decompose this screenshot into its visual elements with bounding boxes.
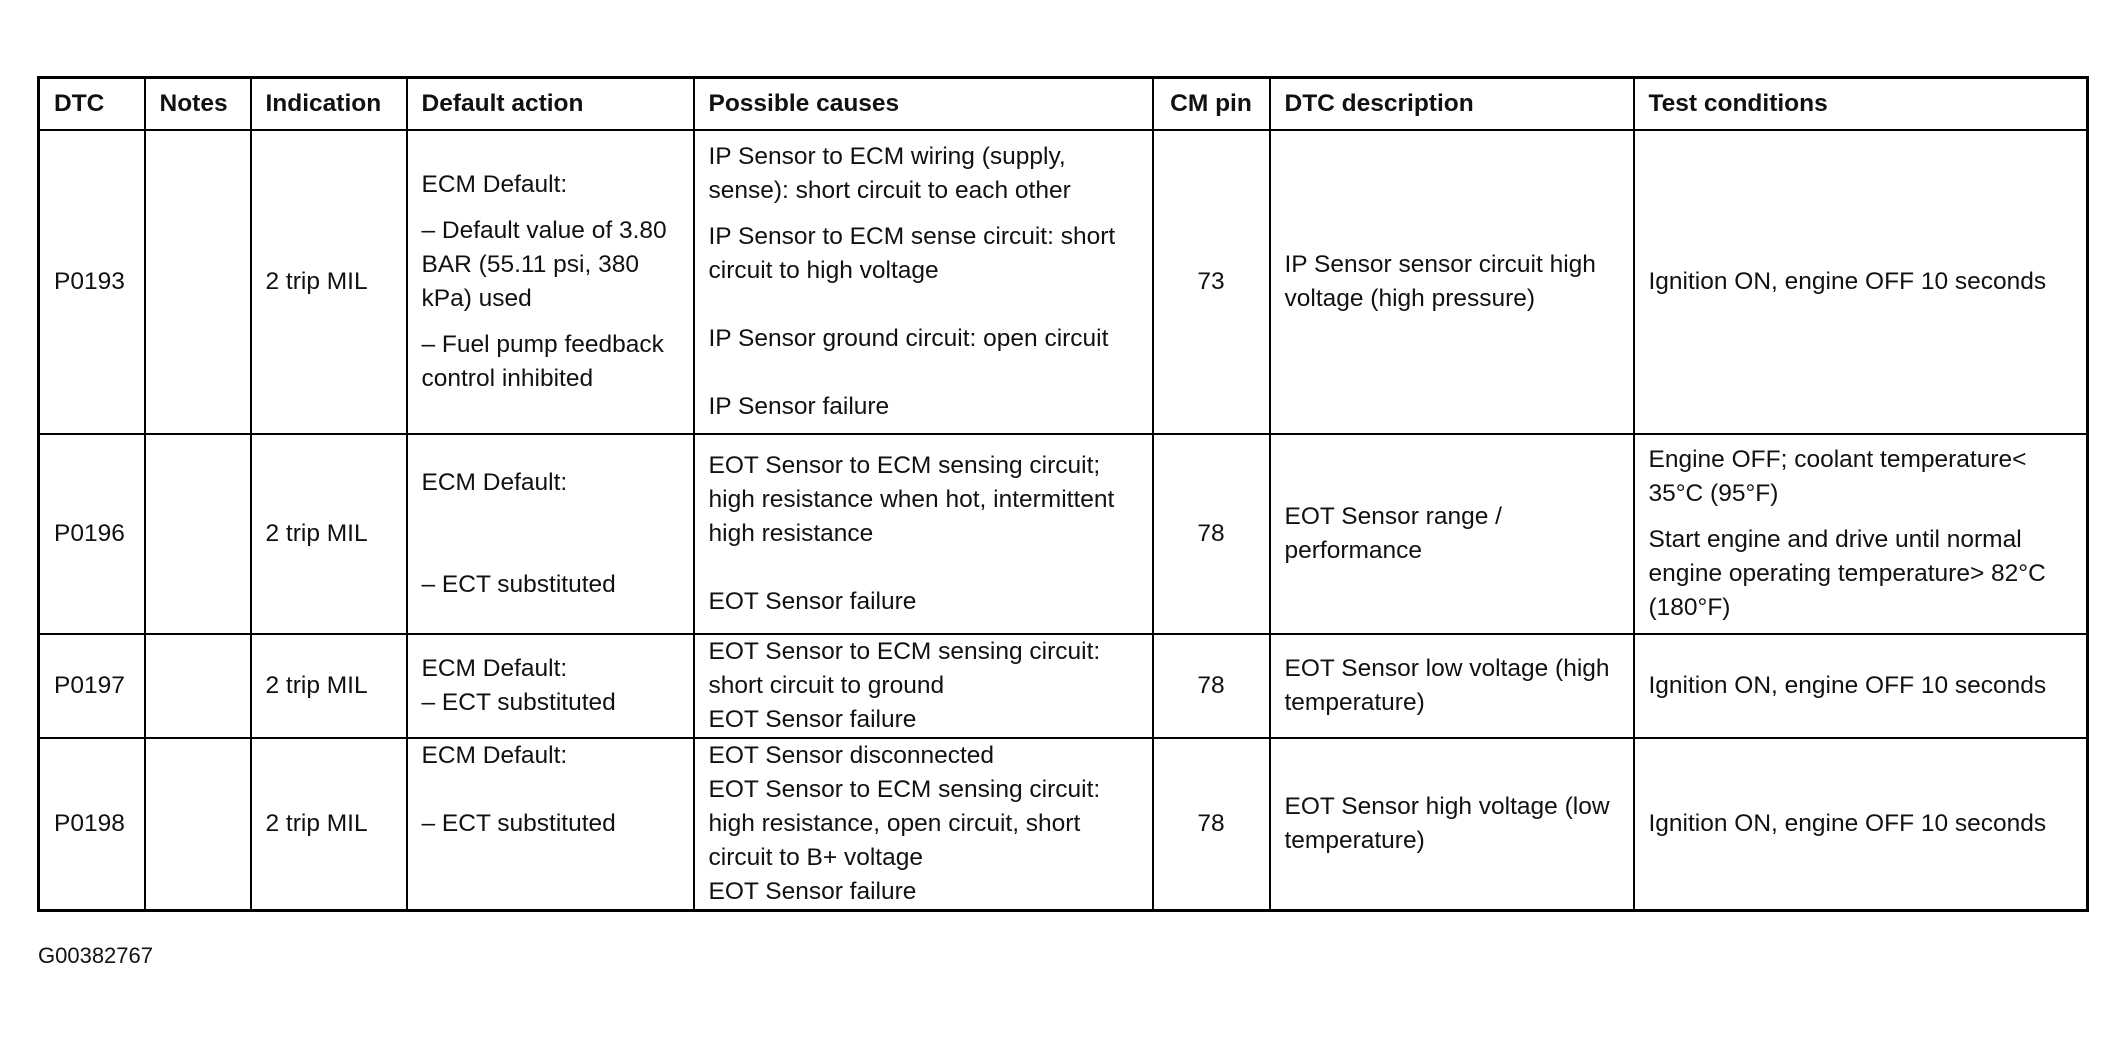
test-condition-line: Ignition ON, engine OFF 10 seconds (1648, 810, 2047, 837)
indication-cell: 2 trip MIL (251, 634, 407, 738)
table-row (39, 634, 2088, 738)
table-row (39, 434, 2088, 634)
cause-line: EOT Sensor to ECM sensing circuit: high resistance, open circuit, short circuit to B+ voltage (708, 776, 1101, 871)
indication-cell: 2 trip MIL (251, 738, 407, 911)
cause-line: EOT Sensor failure (708, 878, 917, 905)
default-action-line: – Default value of 3.80 BAR (55.11 psi, 380 kPa) used (421, 217, 667, 312)
header-row (39, 78, 2088, 131)
table-row (39, 130, 2088, 434)
dtc-description-cell: EOT Sensor high voltage (low temperature) (1270, 738, 1634, 911)
cause-line: EOT Sensor to ECM sensing circuit: short circuit to ground (708, 638, 1101, 699)
cm-pin-cell: 78 (1153, 738, 1270, 911)
header-cm-pin: CM pin (1153, 78, 1270, 131)
cm-pin-cell: 78 (1153, 434, 1270, 634)
cm-pin-cell: 73 (1153, 130, 1270, 434)
figure-id: G00382767 (38, 943, 153, 968)
possible-causes-cell (694, 634, 1153, 738)
notes-cell (145, 738, 251, 911)
default-action-cell (407, 130, 694, 434)
notes-cell (145, 434, 251, 634)
header-default-action: Default action (407, 78, 694, 131)
default-action-line: – ECT substituted (421, 571, 616, 598)
header-indication: Indication (251, 78, 407, 131)
header-test-conditions: Test conditions (1634, 78, 2088, 131)
header-dtc-description: DTC description (1270, 78, 1634, 131)
cm-pin-cell: 78 (1153, 634, 1270, 738)
cause-line: EOT Sensor failure (708, 706, 917, 733)
default-action-cell (407, 634, 694, 738)
header-notes: Notes (145, 78, 251, 131)
possible-causes-cell (694, 738, 1153, 911)
default-action-line: ECM Default: (421, 469, 568, 496)
dtc-code: P0193 (39, 130, 145, 434)
default-action-line: ECM Default: (421, 171, 568, 198)
notes-cell (145, 634, 251, 738)
notes-cell (145, 130, 251, 434)
cause-line: IP Sensor ground circuit: open circuit (708, 325, 1109, 352)
dtc-description-cell: EOT Sensor range / performance (1270, 434, 1634, 634)
test-conditions-cell (1634, 130, 2088, 434)
test-condition-line: Ignition ON, engine OFF 10 seconds (1648, 268, 2047, 295)
header-dtc: DTC (39, 78, 145, 131)
indication-cell: 2 trip MIL (251, 130, 407, 434)
default-action-line: – ECT substituted (421, 810, 616, 837)
default-action-cell (407, 738, 694, 911)
dtc-code: P0196 (39, 434, 145, 634)
indication-cell: 2 trip MIL (251, 434, 407, 634)
cause-line: EOT Sensor failure (708, 588, 917, 615)
possible-causes-cell (694, 130, 1153, 434)
cause-line: EOT Sensor disconnected (708, 742, 995, 769)
dtc-code: P0197 (39, 634, 145, 738)
dtc-description-cell: IP Sensor sensor circuit high voltage (high pressure) (1270, 130, 1634, 434)
default-action-line: ECM Default: (421, 655, 568, 682)
default-action-line: – ECT substituted (421, 689, 616, 716)
test-condition-line: Engine OFF; coolant temperature< 35°C (95°F) (1648, 446, 2027, 507)
cause-line: IP Sensor to ECM sense circuit: short circuit to high voltage (708, 223, 1116, 284)
test-conditions-cell (1634, 634, 2088, 738)
default-action-line: ECM Default: (421, 742, 568, 769)
default-action-line: – Fuel pump feedback control inhibited (421, 331, 664, 392)
cause-line: IP Sensor to ECM wiring (supply, sense): short circuit to each other (708, 143, 1071, 204)
default-action-cell (407, 434, 694, 634)
test-condition-line: Ignition ON, engine OFF 10 seconds (1648, 672, 2047, 699)
dtc-description-cell: EOT Sensor low voltage (high temperature) (1270, 634, 1634, 738)
possible-causes-cell (694, 434, 1153, 634)
dtc-table (37, 76, 2089, 912)
test-condition-line: Start engine and drive until normal engine operating temperature> 82°C (180°F) (1648, 526, 2046, 621)
test-conditions-cell (1634, 738, 2088, 911)
header-possible-causes: Possible causes (694, 78, 1153, 131)
cause-line: IP Sensor failure (708, 393, 890, 420)
test-conditions-cell (1634, 434, 2088, 634)
table-row (39, 738, 2088, 911)
cause-line: EOT Sensor to ECM sensing circuit; high resistance when hot, intermittent high resistance (708, 452, 1115, 547)
dtc-code: P0198 (39, 738, 145, 911)
